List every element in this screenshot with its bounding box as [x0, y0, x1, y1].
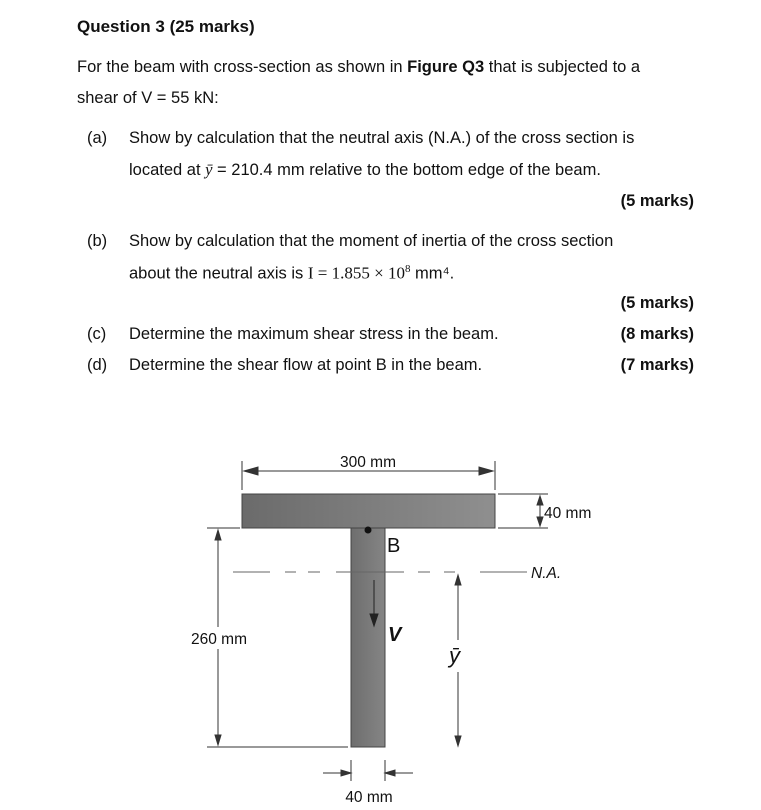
dim-height-label: 260 mm: [191, 631, 247, 648]
question-intro-line2: shear of V = 55 kN:: [77, 89, 219, 107]
dim-flange-label: 40 mm: [544, 505, 592, 522]
part-d-text: Determine the shear flow at point B in the beam.: [129, 356, 483, 374]
part-d-label: (d): [87, 356, 108, 374]
part-d-marks: (7 marks): [620, 356, 694, 374]
part-a-line2-pre: located at: [129, 161, 206, 179]
inertia-exponent: 8: [404, 263, 411, 275]
part-b-marks: (5 marks): [620, 294, 694, 312]
dim-width-label: 300 mm: [340, 454, 396, 471]
shear-label: V: [388, 624, 402, 646]
part-b-line2-pre: about the neutral axis is: [129, 264, 308, 283]
ybar-symbol: ȳ: [205, 160, 213, 179]
figure-reference: Figure Q3: [407, 58, 485, 76]
intro-text-pre: For the beam with cross-section as shown in: [77, 58, 408, 76]
dim-ybar-label: ȳ: [449, 643, 460, 668]
inertia-formula: I = 1.855 × 10: [307, 263, 405, 283]
part-c-marks: (8 marks): [620, 325, 694, 343]
dim-web-line: [323, 760, 413, 781]
inertia-unit: mm⁴.: [410, 264, 455, 283]
part-b-line1: Show by calculation that the moment of inertia of the cross section: [129, 232, 614, 250]
dim-flange-line: [498, 494, 548, 528]
part-a-marks: (5 marks): [620, 192, 694, 210]
web: [351, 528, 385, 747]
part-c-text: Determine the maximum shear stress in the beam.: [129, 325, 499, 343]
part-b-label: (b): [87, 232, 108, 250]
dim-web-label: 40 mm: [345, 789, 393, 806]
part-a-line2-post: = 210.4 mm relative to the bottom edge of the beam.: [212, 161, 601, 179]
point-b-marker: [365, 527, 372, 534]
neutral-axis-label: N.A.: [531, 565, 562, 582]
flange: [242, 494, 495, 528]
question-title: Question 3 (25 marks): [77, 17, 255, 36]
part-a-line1: Show by calculation that the neutral axis (N.A.) of the cross section is: [129, 129, 635, 147]
intro-text-post: that is subjected to a: [484, 58, 641, 76]
part-c-label: (c): [87, 325, 107, 343]
part-a-label: (a): [87, 129, 108, 147]
point-b-label: B: [387, 535, 401, 557]
